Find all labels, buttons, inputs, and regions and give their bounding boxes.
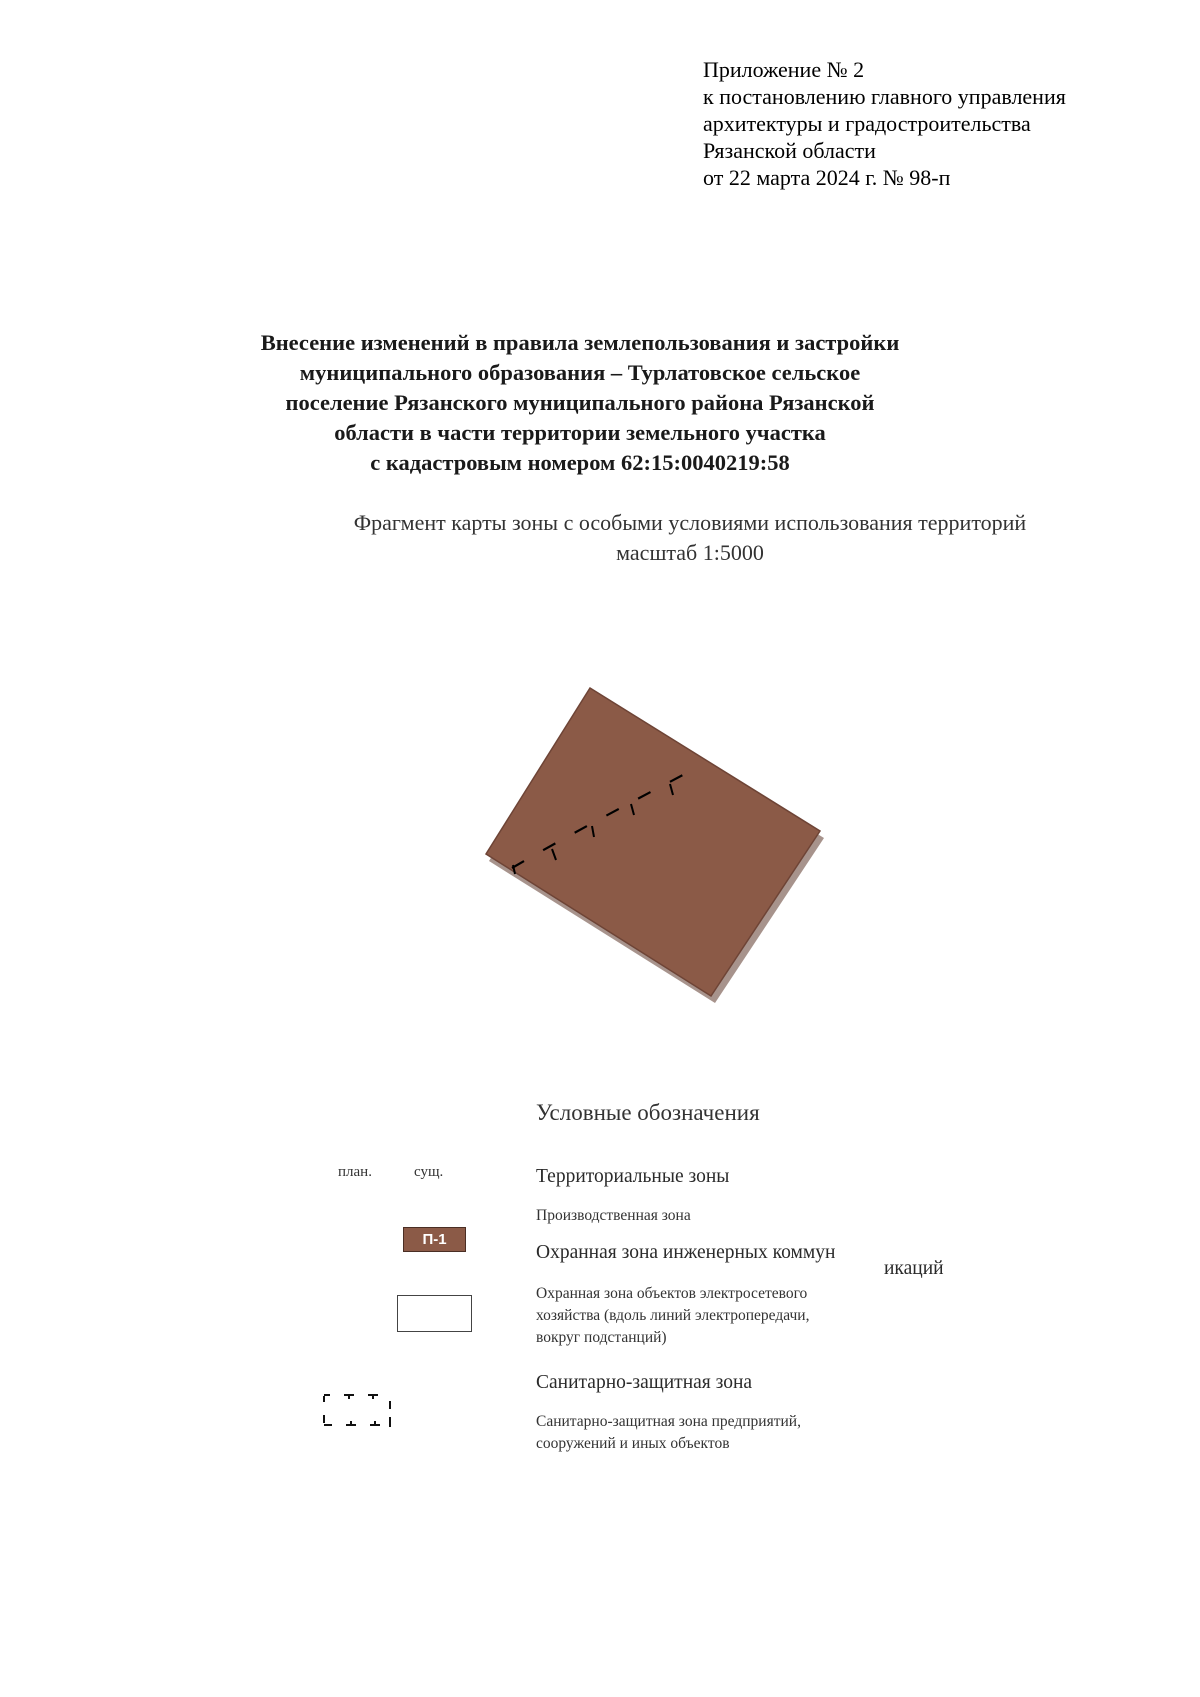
land-plot-industrial-zone: [486, 688, 820, 996]
legend-column-existing: сущ.: [414, 1164, 444, 1180]
title-line: муниципального образования – Турлатовское сельское: [299, 360, 861, 385]
title-line: поселение Рязанского муниципального района Рязанской: [285, 390, 875, 415]
legend-protected-zone-description: [536, 1283, 866, 1349]
legend-sanitary-zone-description: [536, 1411, 866, 1455]
legend-desc-line: вокруг подстанций): [536, 1329, 667, 1346]
title-line: с кадастровым номером 62:15:0040219:58: [370, 450, 790, 475]
legend-territorial-zones-heading: Территориальные зоны: [536, 1166, 730, 1187]
legend-desc-line: хозяйства (вдоль линий электропередачи,: [536, 1307, 810, 1324]
legend-industrial-zone-swatch: П-1: [403, 1227, 466, 1252]
appendix-line: Приложение № 2: [703, 57, 865, 82]
title-line: области в части территории земельного участка: [334, 420, 826, 445]
appendix-line: архитектуры и градостроительства: [703, 111, 1031, 136]
appendix-line: от 22 марта 2024 г. № 98-п: [703, 165, 951, 190]
legend-protected-zone-swatch: [397, 1295, 472, 1332]
map-scale: масштаб 1:5000: [616, 540, 764, 565]
legend-protected-zone-heading-tail: икаций: [884, 1258, 944, 1279]
legend-industrial-zone-label: Производственная зона: [536, 1207, 691, 1224]
legend-sanitary-zone-swatch: [322, 1393, 394, 1433]
title-line: Внесение изменений в правила землепользования и застройки: [260, 330, 900, 355]
legend-desc-line: Санитарно-защитная зона предприятий,: [536, 1413, 801, 1430]
legend-desc-line: сооружений и иных объектов: [536, 1435, 730, 1452]
appendix-line: к постановлению главного управления: [703, 84, 1066, 109]
map-subtitle-line: Фрагмент карты зоны с особыми условиями использования территорий: [353, 510, 1027, 535]
legend-sanitary-zone-heading: Санитарно-защитная зона: [536, 1372, 753, 1393]
legend-title: Условные обозначения: [536, 1100, 760, 1125]
legend-desc-line: Охранная зона объектов электросетевого: [536, 1285, 808, 1302]
appendix-line: Рязанской области: [703, 138, 876, 163]
legend-column-plan: план.: [338, 1164, 372, 1180]
legend-protected-zone-heading: Охранная зона инженерных коммун: [536, 1242, 836, 1263]
